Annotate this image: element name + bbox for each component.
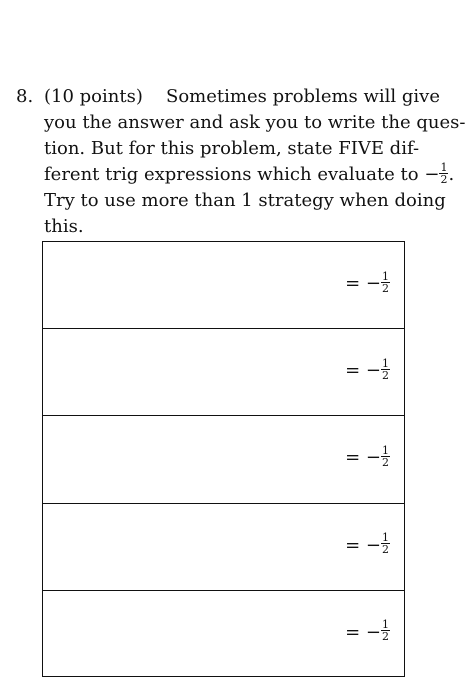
answer-blank-3[interactable] xyxy=(51,426,321,490)
answer-blank-2[interactable] xyxy=(51,339,321,403)
answer-result-3 xyxy=(345,443,390,470)
answer-denominator: 2 xyxy=(382,281,389,295)
answer-denominator: 2 xyxy=(382,630,389,644)
target-fraction xyxy=(439,162,448,185)
answer-result-1 xyxy=(345,269,390,296)
target-numerator: 1 xyxy=(440,160,448,174)
answer-fraction xyxy=(381,445,390,468)
answer-result-prefix: = − xyxy=(345,447,381,469)
answer-result-5 xyxy=(345,618,390,645)
answer-row-4 xyxy=(43,504,404,591)
answer-denominator: 2 xyxy=(382,455,389,469)
answer-result-prefix: = − xyxy=(345,273,381,294)
target-value xyxy=(424,160,455,186)
answer-fraction xyxy=(381,619,390,642)
problem-line-1 xyxy=(44,84,440,110)
answer-result-prefix: = − xyxy=(345,534,381,556)
answer-numerator: 1 xyxy=(382,531,389,545)
answer-row-3 xyxy=(43,416,404,503)
answer-result-prefix: = − xyxy=(345,621,381,643)
answer-blank-5[interactable] xyxy=(51,601,321,665)
answer-numerator: 1 xyxy=(382,443,389,457)
problem-text-line-3: tion. But for this problem, state FIVE dif- xyxy=(44,138,420,159)
answer-denominator: 2 xyxy=(382,543,389,557)
answer-blank-4[interactable] xyxy=(51,514,321,578)
answer-numerator: 1 xyxy=(382,356,389,370)
problem-text-line-5: Try to use more than 1 strategy when doing xyxy=(44,190,446,211)
problem-text-line-6: this. xyxy=(44,216,84,237)
answer-numerator: 1 xyxy=(382,618,389,632)
problem-statement xyxy=(44,84,466,240)
points-label: (10 points) xyxy=(44,86,143,107)
answer-result-prefix: = − xyxy=(345,360,381,382)
answer-denominator: 2 xyxy=(382,368,389,382)
answer-fraction xyxy=(381,358,390,381)
problem-line-4 xyxy=(44,160,455,188)
problem-text-line-4: ferent trig expressions which evaluate to xyxy=(44,164,419,185)
answer-fraction xyxy=(381,271,390,294)
answer-row-1 xyxy=(43,242,404,329)
target-period: . xyxy=(448,164,455,185)
answer-result-4 xyxy=(345,531,390,558)
target-denominator: 2 xyxy=(440,172,448,186)
answer-row-5 xyxy=(43,591,404,678)
answer-blank-1[interactable] xyxy=(51,252,321,316)
answer-numerator: 1 xyxy=(382,269,389,283)
problem-text-line-2: you the answer and ask you to write the ques- xyxy=(44,112,466,133)
answer-result-2 xyxy=(345,356,390,383)
answer-table xyxy=(42,241,405,677)
problem-number: 8. xyxy=(16,86,34,107)
answer-fraction xyxy=(381,532,390,555)
problem-text-line-1: Sometimes problems will give xyxy=(166,86,440,107)
target-sign: − xyxy=(424,164,440,185)
answer-row-2 xyxy=(43,329,404,416)
